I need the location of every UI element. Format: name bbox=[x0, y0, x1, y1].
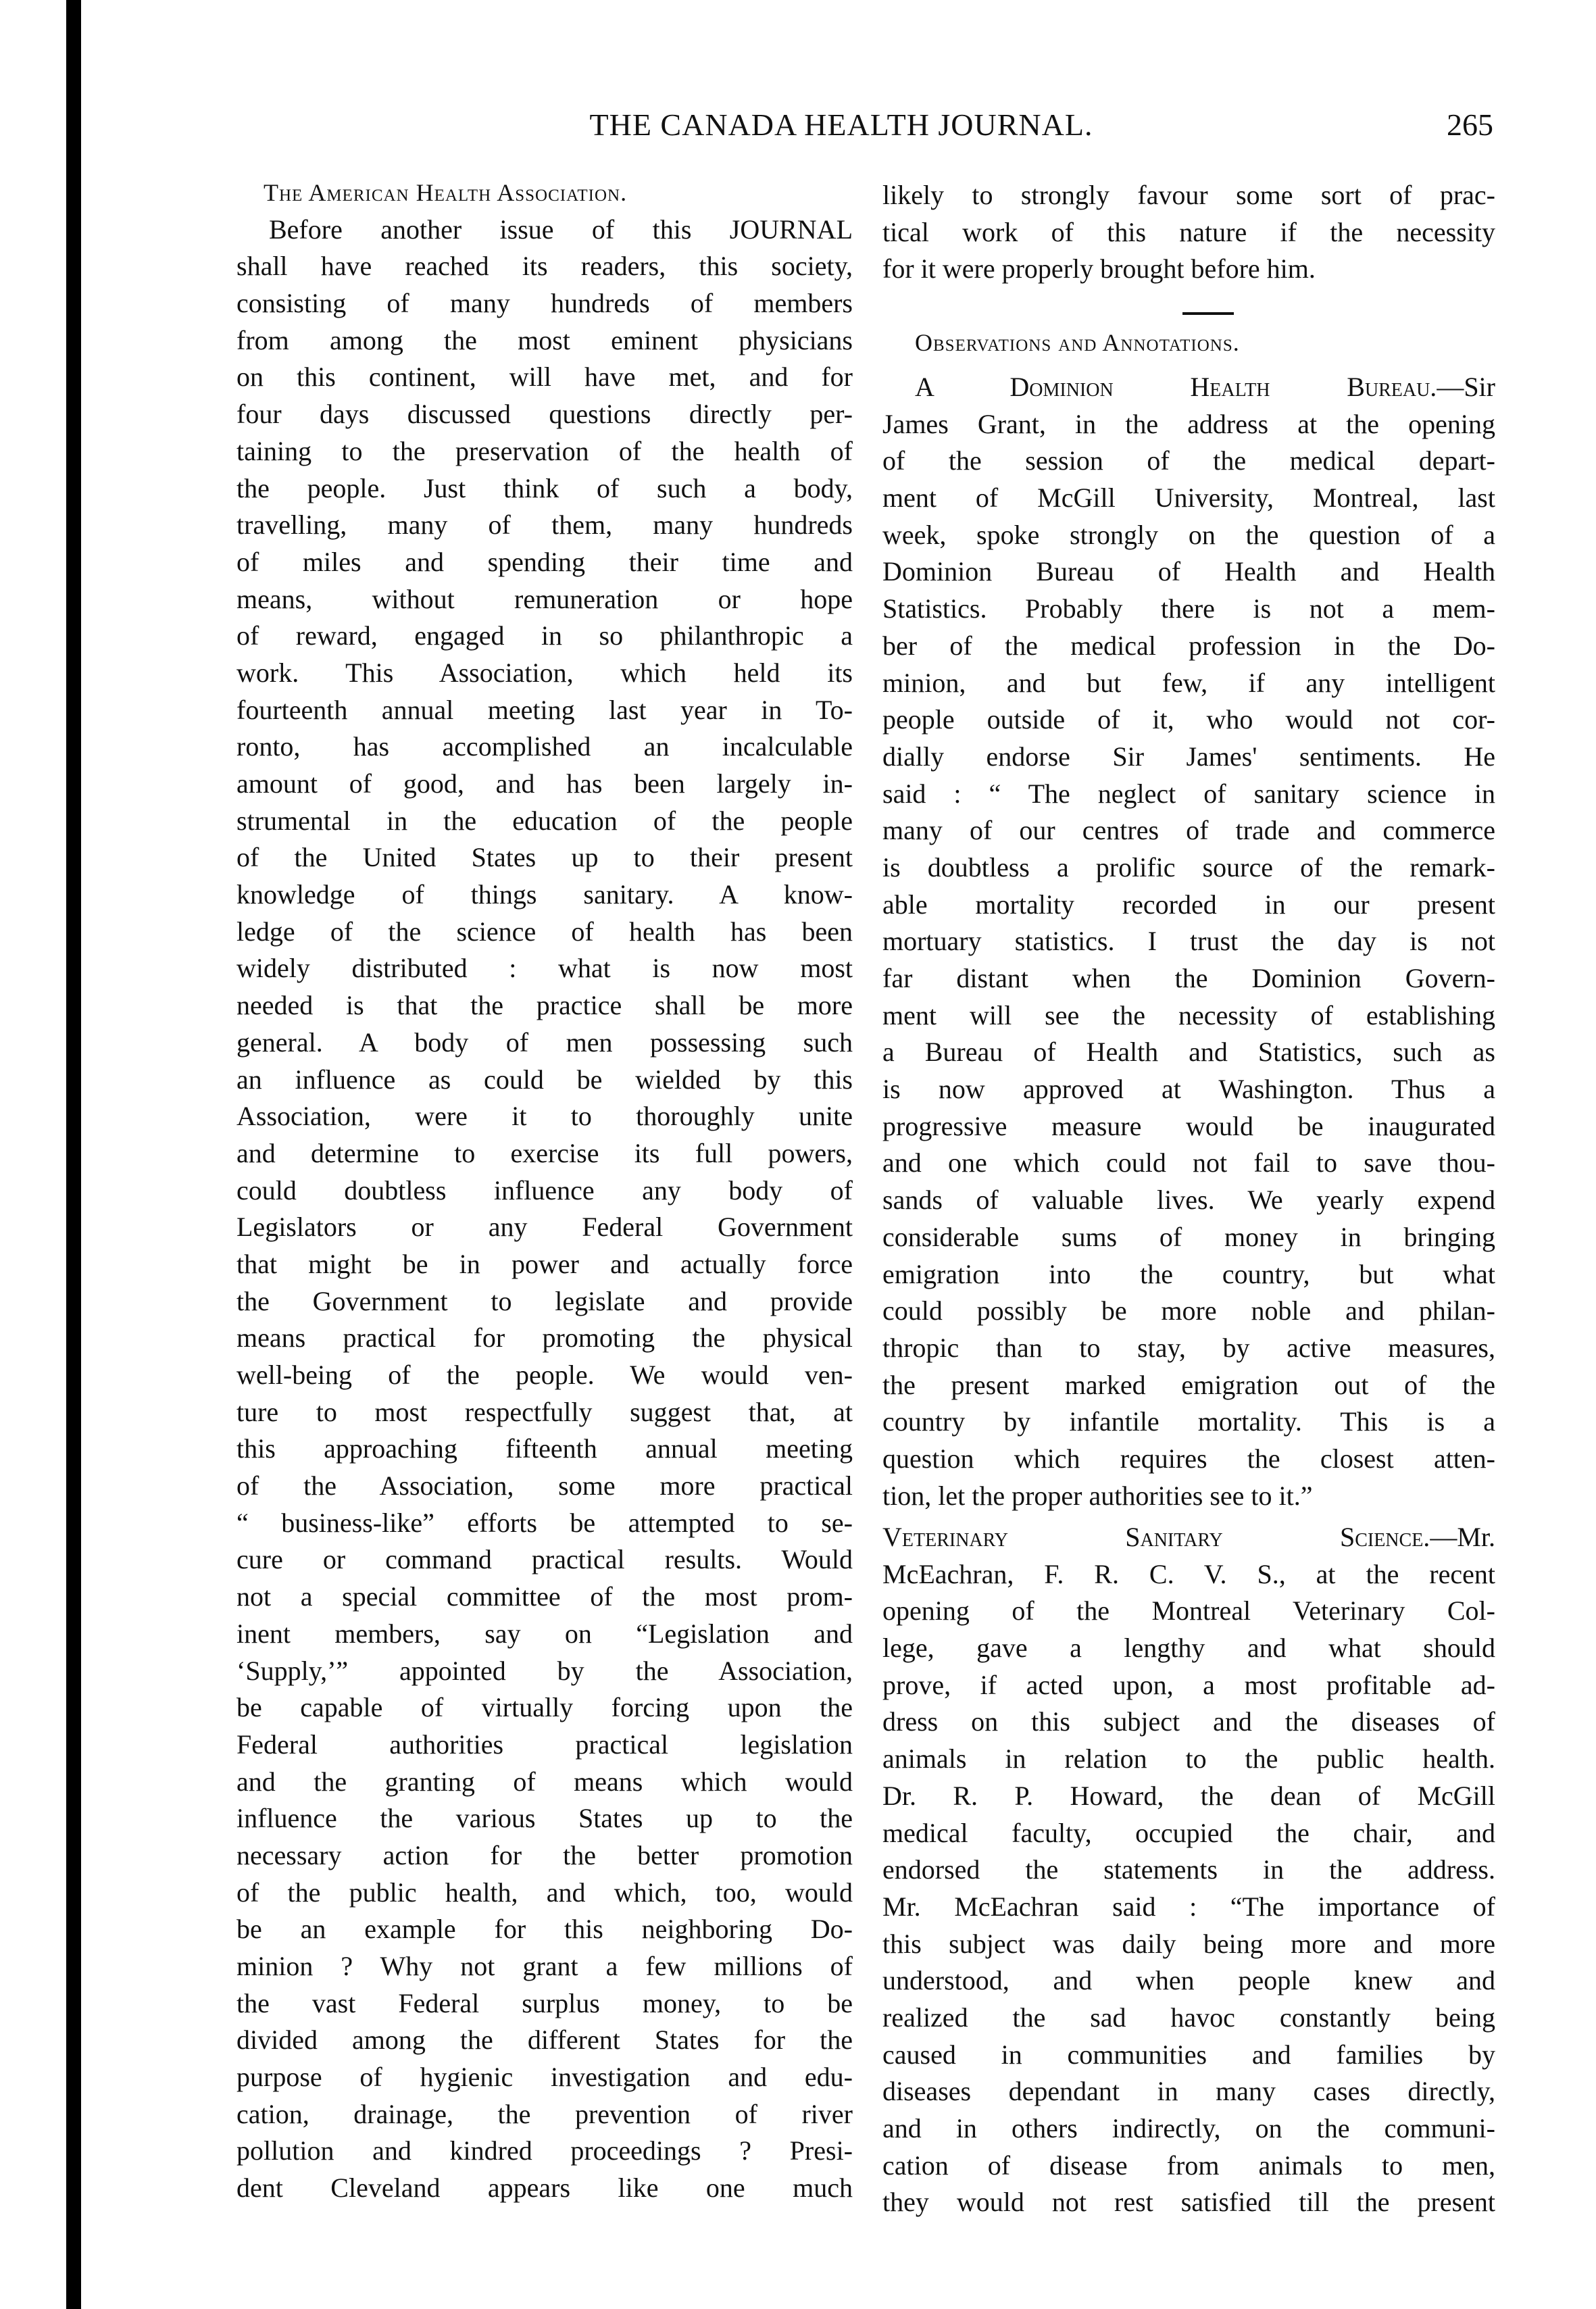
text-line: amount of good, and has been largely in- bbox=[236, 768, 853, 799]
text-line: this approaching fifteenth annual meeting bbox=[236, 1433, 853, 1464]
text-line: fourteenth annual meeting last year in To- bbox=[236, 694, 853, 725]
lead-continuation: —Sir bbox=[1437, 372, 1495, 402]
text-line: and in others indirectly, on the communi- bbox=[882, 2113, 1495, 2143]
text-line: the Government to legislate and provide bbox=[236, 1285, 853, 1316]
text-line: purpose of hygienic investigation and edu- bbox=[236, 2062, 853, 2093]
text-line: knowledge of things sanitary. A know- bbox=[236, 879, 853, 910]
text-line: ment will see the necessity of establishing bbox=[882, 999, 1495, 1031]
text-line: progressive measure would be inaugurated bbox=[882, 1110, 1495, 1141]
text-line: for it were properly brought before him. bbox=[882, 253, 1316, 284]
text-line: and one which could not fail to save thou- bbox=[882, 1147, 1495, 1178]
text-line: lege, gave a lengthy and what should bbox=[882, 1633, 1495, 1664]
text-line: be capable of virtually forcing upon the bbox=[236, 1692, 853, 1723]
text-line: considerable sums of money in bringing bbox=[882, 1221, 1495, 1252]
text-line: medical faculty, occupied the chair, and bbox=[882, 1817, 1495, 1848]
text-line: minion ? Why not grant a few millions of bbox=[236, 1951, 853, 1981]
text-line: dially endorse Sir James' sentiments. He bbox=[882, 741, 1495, 772]
text-line: necessary action for the better promotion bbox=[236, 1839, 853, 1870]
text-line: of reward, engaged in so philanthropic a bbox=[236, 620, 853, 651]
text-line: needed is that the practice shall be more bbox=[236, 990, 853, 1021]
text-line: consisting of many hundreds of members bbox=[236, 288, 853, 319]
text-line: means, without remuneration or hope bbox=[236, 583, 853, 614]
section-heading-wrap bbox=[882, 324, 1495, 362]
text-line: of the session of the medical depart- bbox=[882, 445, 1495, 476]
article-veterinary-sanitary-science bbox=[882, 1519, 1495, 2221]
text-line: prove, if acted upon, a most profitable ad- bbox=[882, 1669, 1495, 1700]
text-line: shall have reached its readers, this society, bbox=[236, 251, 853, 282]
text-line: ture to most respectfully suggest that, at bbox=[236, 1396, 853, 1427]
text-line: means practical for promoting the physical bbox=[236, 1322, 853, 1354]
text-line: taining to the preservation of the health of bbox=[236, 435, 853, 466]
running-head: THE CANADA HEALTH JOURNAL. bbox=[589, 107, 1093, 142]
text-line: caused in communities and families by bbox=[882, 2039, 1495, 2070]
paragraph-lead: Veterinary Sanitary Science. bbox=[882, 1522, 1430, 1552]
text-line: Before another issue of this JOURNAL bbox=[269, 214, 853, 245]
continuation-text bbox=[882, 177, 1495, 288]
page-number: 265 bbox=[1447, 107, 1493, 142]
text-line: question which requires the closest atten- bbox=[882, 1443, 1495, 1474]
text-line: of the Association, some more practical bbox=[236, 1470, 853, 1501]
text-line: ronto, has accomplished an incalculable bbox=[236, 731, 853, 762]
text-line: ‘Supply,’” appointed by the Association, bbox=[236, 1655, 853, 1686]
section-heading: Observations and Annotations. bbox=[915, 329, 1240, 356]
text-line: thropic than to stay, by active measures, bbox=[882, 1332, 1495, 1363]
text-line: that might be in power and actually force bbox=[236, 1248, 853, 1279]
text-line: realized the sad havoc constantly being bbox=[882, 2002, 1495, 2033]
text-line: endorsed the statements in the address. bbox=[882, 1854, 1495, 1885]
article-american-health-association bbox=[236, 174, 853, 2207]
text-line: tion, let the proper authorities see to it.” bbox=[882, 1480, 1313, 1511]
text-line: ledge of the science of health has been bbox=[236, 916, 853, 947]
text-line: this subject was daily being more and more bbox=[882, 1928, 1495, 1959]
text-line: from among the most eminent physicians bbox=[236, 324, 853, 355]
section-divider bbox=[1182, 312, 1234, 315]
text-line: emigration into the country, but what bbox=[882, 1258, 1495, 1289]
text-line: diseases dependant in many cases directly, bbox=[882, 2076, 1495, 2107]
text-line: cation, drainage, the prevention of river bbox=[236, 2098, 853, 2129]
text-line: general. A body of men possessing such bbox=[236, 1026, 853, 1058]
text-line: travelling, many of them, many hundreds bbox=[236, 510, 853, 541]
text-line: Mr. McEachran said : “The importance of bbox=[882, 1891, 1495, 1922]
text-line: likely to strongly favour some sort of prac- bbox=[882, 180, 1495, 210]
text-line: said : “ The neglect of sanitary science in bbox=[882, 778, 1495, 809]
text-line: tical work of this nature if the necessity bbox=[882, 216, 1495, 247]
text-line: McEachran, F. R. C. V. S., at the recent bbox=[882, 1558, 1495, 1589]
text-line: strumental in the education of the people bbox=[236, 805, 853, 836]
binding-edge bbox=[66, 0, 81, 2309]
text-line: a Bureau of Health and Statistics, such as bbox=[882, 1037, 1495, 1068]
text-line: on this continent, will have met, and for bbox=[236, 362, 853, 393]
text-line: Dominion Bureau of Health and Health bbox=[882, 556, 1495, 587]
text-line: be an example for this neighboring Do- bbox=[236, 1914, 853, 1945]
text-line: work. This Association, which held its bbox=[236, 657, 853, 688]
text-line: animals in relation to the public health. bbox=[882, 1743, 1495, 1774]
text-line: sands of valuable lives. We yearly expend bbox=[882, 1185, 1495, 1216]
text-line: far distant when the Dominion Govern- bbox=[882, 963, 1495, 993]
text-line: Legislators or any Federal Government bbox=[236, 1212, 853, 1243]
text-line: cure or command practical results. Would bbox=[236, 1544, 853, 1575]
text-line: of miles and spending their time and bbox=[236, 546, 853, 577]
text-line: cation of disease from animals to men, bbox=[882, 2150, 1495, 2181]
text-line: inent members, say on “Legislation and bbox=[236, 1618, 853, 1649]
paragraph-lead-line bbox=[882, 369, 1495, 406]
text-line: minion, and but few, if any intelligent bbox=[882, 667, 1495, 698]
text-line: “ business-like” efforts be attempted to se- bbox=[236, 1507, 853, 1538]
text-line: country by infantile mortality. This is a bbox=[882, 1406, 1495, 1437]
text-line: and the granting of means which would bbox=[236, 1766, 853, 1797]
text-line: pollution and kindred proceedings ? Presi- bbox=[236, 2135, 853, 2166]
paragraph-lead: A Dominion Health Bureau. bbox=[915, 372, 1437, 402]
text-line: the people. Just think of such a body, bbox=[236, 472, 853, 503]
text-line: divided among the different States for the bbox=[236, 2025, 853, 2056]
text-line: and determine to exercise its full powers, bbox=[236, 1137, 853, 1168]
text-line: they would not rest satisfied till the present bbox=[882, 2187, 1495, 2218]
text-line: is doubtless a prolific source of the remark- bbox=[882, 851, 1495, 883]
text-line: opening of the Montreal Veterinary Col- bbox=[882, 1595, 1495, 1627]
text-line: people outside of it, who would not cor- bbox=[882, 704, 1495, 735]
text-line: ber of the medical profession in the Do- bbox=[882, 630, 1495, 661]
lead-continuation: —Mr. bbox=[1430, 1522, 1495, 1552]
text-line: able mortality recorded in our present bbox=[882, 889, 1495, 920]
text-line: could possibly be more noble and philan- bbox=[882, 1295, 1495, 1326]
text-line: Statistics. Probably there is not a mem- bbox=[882, 593, 1495, 624]
text-line: many of our centres of trade and commerce bbox=[882, 815, 1495, 846]
article-dominion-health-bureau bbox=[882, 369, 1495, 1514]
text-line: mortuary statistics. I trust the day is not bbox=[882, 926, 1495, 957]
text-line: is now approved at Washington. Thus a bbox=[882, 1074, 1495, 1105]
text-line: of the United States up to their present bbox=[236, 842, 853, 873]
text-line: Association, were it to thoroughly unite bbox=[236, 1101, 853, 1132]
text-line: four days discussed questions directly per- bbox=[236, 399, 853, 430]
text-line: Federal authorities practical legislation bbox=[236, 1729, 853, 1760]
paragraph-lead-line bbox=[882, 1519, 1495, 1556]
text-line: the vast Federal surplus money, to be bbox=[236, 1987, 853, 2018]
article-body bbox=[236, 212, 853, 2207]
text-line: influence the various States up to the bbox=[236, 1803, 853, 1834]
text-line: week, spoke strongly on the question of a bbox=[882, 519, 1495, 550]
text-line: well-being of the people. We would ven- bbox=[236, 1360, 853, 1390]
text-line: the present marked emigration out of the bbox=[882, 1369, 1495, 1400]
text-line: an influence as could be wielded by this bbox=[236, 1064, 853, 1095]
text-line: of the public health, and which, too, would bbox=[236, 1877, 853, 1908]
text-line: could doubtless influence any body of bbox=[236, 1174, 853, 1206]
text-line: dent Cleveland appears like one much bbox=[236, 2173, 853, 2204]
text-line: Dr. R. P. Howard, the dean of McGill bbox=[882, 1780, 1495, 1811]
text-line: widely distributed : what is now most bbox=[236, 953, 853, 984]
text-line: understood, and when people knew and bbox=[882, 1965, 1495, 1996]
article-heading: The American Health Association. bbox=[264, 179, 628, 206]
text-line: James Grant, in the address at the opening bbox=[882, 408, 1495, 439]
text-line: ment of McGill University, Montreal, last bbox=[882, 482, 1495, 514]
text-line: dress on this subject and the diseases of bbox=[882, 1706, 1495, 1737]
text-line: not a special committee of the most prom- bbox=[236, 1581, 853, 1612]
